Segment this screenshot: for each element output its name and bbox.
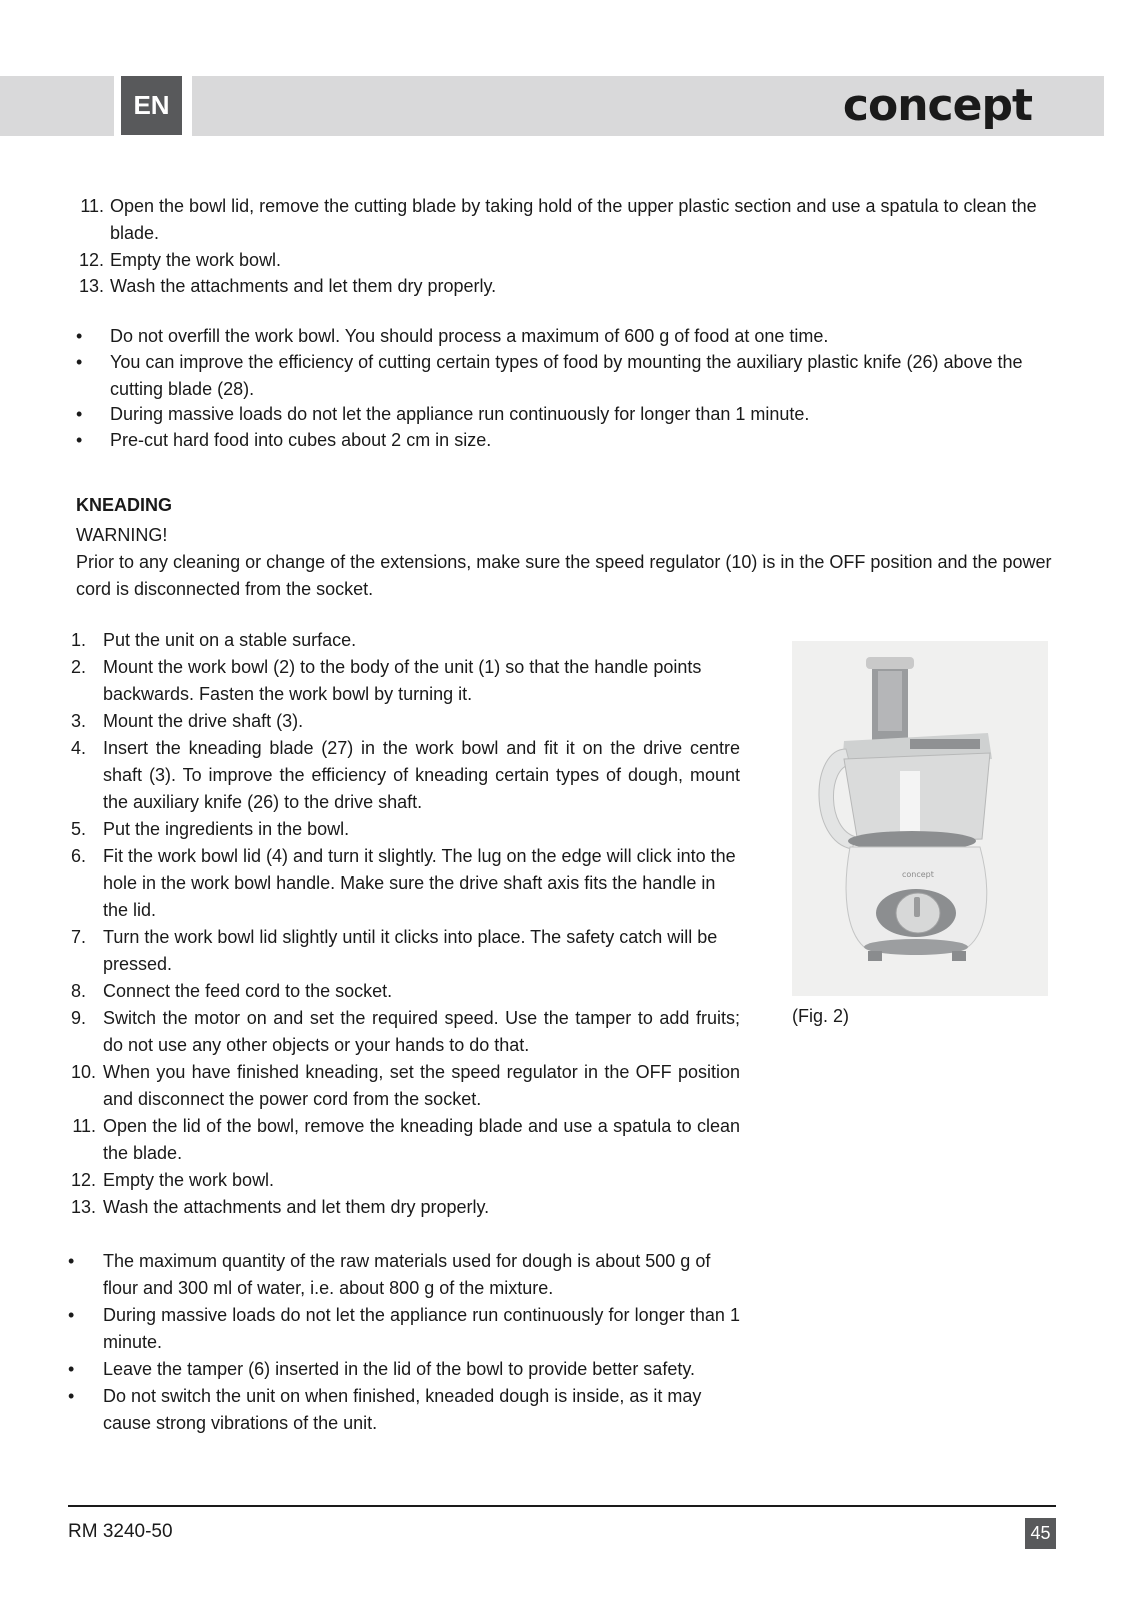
brand-logo: concept [842, 80, 1032, 131]
page-number: 45 [1025, 1518, 1056, 1549]
section-title: KNEADING [76, 495, 173, 515]
product-logo: concept [902, 870, 934, 879]
figure-caption: (Fig. 2) [792, 1006, 850, 1026]
food-processor-image [792, 641, 1048, 996]
warning-label: WARNING! [76, 525, 168, 545]
footer-divider [68, 1505, 1056, 1507]
food-processor-figure [792, 641, 1048, 996]
language-badge: EN [121, 76, 182, 135]
model-number: RM 3240-50 [68, 1521, 173, 1542]
warning-text: Prior to any cleaning or change of the extensions, make sure the speed regulator (10) is in the OFF position and the power cord is disconnected from the socket. [76, 552, 1052, 599]
